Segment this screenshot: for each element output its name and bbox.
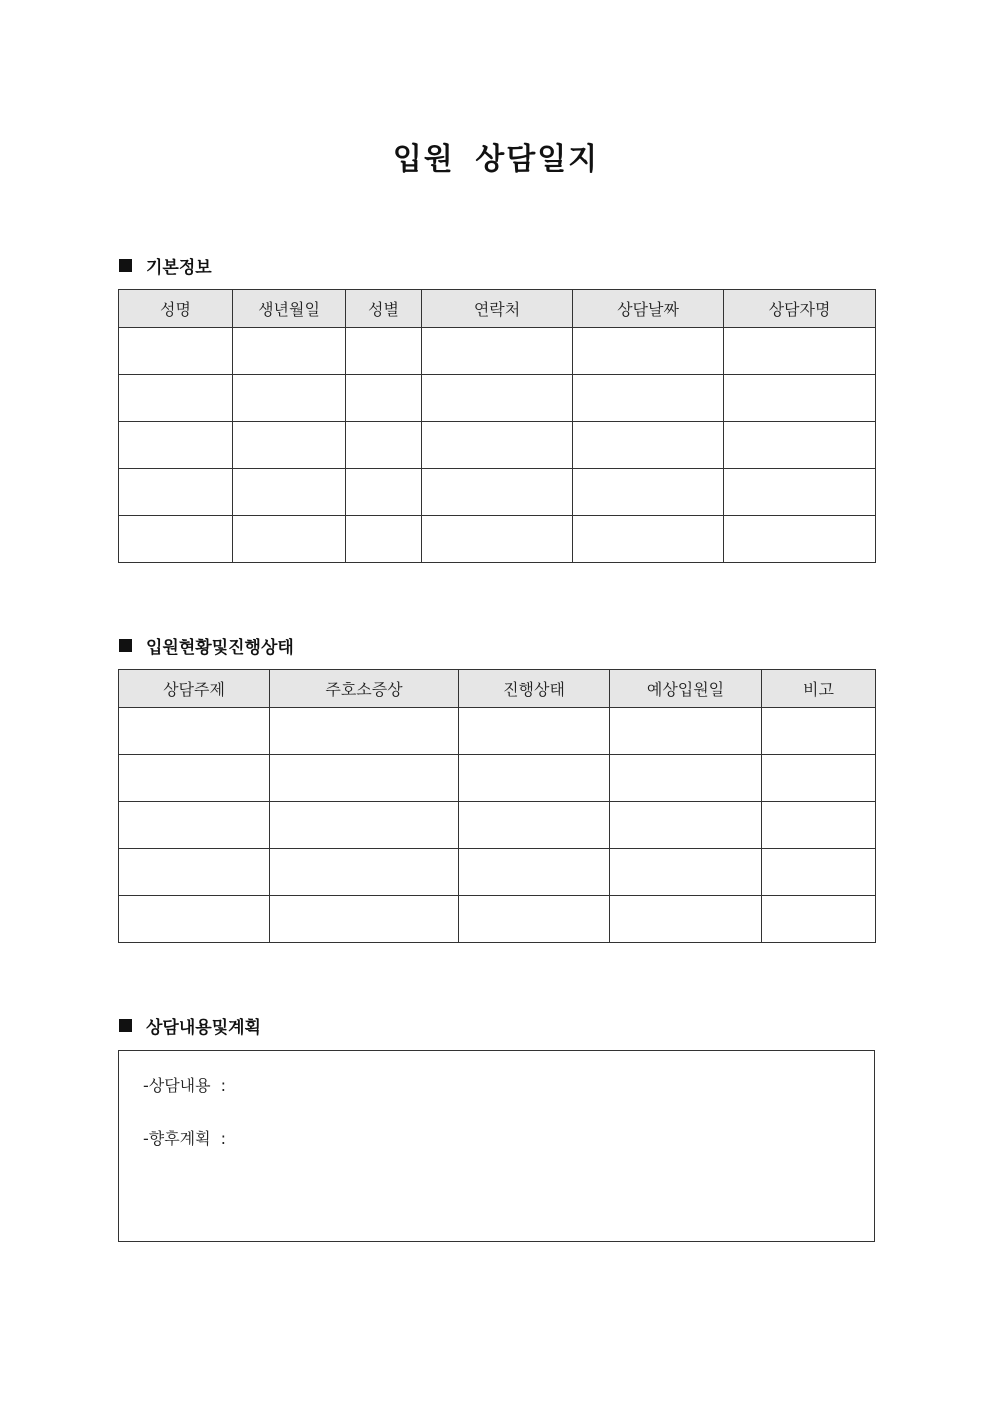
table-cell[interactable] — [724, 328, 876, 375]
table-row — [119, 516, 876, 563]
column-header-counselor-name: 상담자명 — [724, 290, 876, 328]
table-row — [119, 422, 876, 469]
square-bullet-icon — [119, 639, 132, 652]
table-cell[interactable] — [422, 328, 573, 375]
table-cell[interactable] — [459, 896, 610, 943]
table-cell[interactable] — [724, 422, 876, 469]
table-cell[interactable] — [233, 375, 346, 422]
table-cell[interactable] — [233, 422, 346, 469]
table-cell[interactable] — [270, 755, 459, 802]
table-cell[interactable] — [762, 849, 876, 896]
table-cell[interactable] — [346, 375, 422, 422]
table-row — [119, 802, 876, 849]
column-header-chief-complaint: 주호소증상 — [270, 670, 459, 708]
table-cell[interactable] — [724, 469, 876, 516]
table-row — [119, 469, 876, 516]
section-title: 기본정보 — [146, 257, 212, 278]
table-cell[interactable] — [459, 755, 610, 802]
table-cell[interactable] — [459, 802, 610, 849]
table-header-row — [119, 670, 876, 708]
table-cell[interactable] — [422, 516, 573, 563]
table-cell[interactable] — [119, 849, 270, 896]
table-cell[interactable] — [762, 896, 876, 943]
column-header-gender: 성별 — [346, 290, 422, 328]
section-title: 상담내용및계획 — [146, 1017, 261, 1038]
admission-status-table — [118, 669, 876, 943]
table-cell[interactable] — [573, 375, 724, 422]
table-cell[interactable] — [119, 802, 270, 849]
table-cell[interactable] — [119, 516, 233, 563]
table-cell[interactable] — [346, 469, 422, 516]
table-cell[interactable] — [119, 708, 270, 755]
column-header-counsel-date: 상담날짜 — [573, 290, 724, 328]
table-header-row — [119, 290, 876, 328]
column-header-name: 성명 — [119, 290, 233, 328]
table-cell[interactable] — [724, 375, 876, 422]
table-cell[interactable] — [610, 849, 762, 896]
counsel-notes-box[interactable] — [118, 1050, 875, 1242]
table-cell[interactable] — [119, 469, 233, 516]
table-cell[interactable] — [119, 328, 233, 375]
column-header-birthdate: 생년월일 — [233, 290, 346, 328]
table-cell[interactable] — [422, 422, 573, 469]
future-plan-label: -향후계획 — [143, 1129, 211, 1148]
table-cell[interactable] — [459, 849, 610, 896]
table-cell[interactable] — [762, 802, 876, 849]
table-cell[interactable] — [233, 469, 346, 516]
separator-colon: : — [220, 1076, 226, 1095]
table-cell[interactable] — [233, 328, 346, 375]
column-header-contact: 연락처 — [422, 290, 573, 328]
counsel-content-label: -상담내용 — [143, 1076, 211, 1095]
table-row — [119, 896, 876, 943]
column-header-remarks: 비고 — [762, 670, 876, 708]
table-cell[interactable] — [573, 422, 724, 469]
column-header-progress: 진행상태 — [459, 670, 610, 708]
table-row — [119, 375, 876, 422]
counsel-content-line — [143, 1073, 226, 1096]
table-cell[interactable] — [119, 896, 270, 943]
table-cell[interactable] — [270, 896, 459, 943]
table-cell[interactable] — [233, 516, 346, 563]
table-cell[interactable] — [573, 516, 724, 563]
square-bullet-icon — [119, 1019, 132, 1032]
table-cell[interactable] — [573, 328, 724, 375]
future-plan-line — [143, 1126, 226, 1149]
separator-colon: : — [220, 1129, 226, 1148]
basic-info-table — [118, 289, 876, 563]
table-row — [119, 328, 876, 375]
table-row — [119, 755, 876, 802]
section-heading-admission-status — [119, 633, 294, 657]
section-heading-counsel-plan — [119, 1013, 261, 1037]
table-cell[interactable] — [459, 708, 610, 755]
section-heading-basic-info — [119, 253, 212, 277]
table-cell[interactable] — [422, 375, 573, 422]
table-cell[interactable] — [346, 422, 422, 469]
table-cell[interactable] — [762, 708, 876, 755]
table-cell[interactable] — [610, 896, 762, 943]
table-cell[interactable] — [270, 849, 459, 896]
page-title: 입원 상담일지 — [392, 142, 600, 177]
table-cell[interactable] — [610, 802, 762, 849]
column-header-topic: 상담주제 — [119, 670, 270, 708]
square-bullet-icon — [119, 259, 132, 272]
table-cell[interactable] — [346, 516, 422, 563]
table-cell[interactable] — [346, 328, 422, 375]
column-header-expected-admission: 예상입원일 — [610, 670, 762, 708]
section-title: 입원현황및진행상태 — [146, 637, 294, 658]
table-cell[interactable] — [119, 755, 270, 802]
table-cell[interactable] — [422, 469, 573, 516]
table-cell[interactable] — [724, 516, 876, 563]
table-row — [119, 849, 876, 896]
table-cell[interactable] — [270, 708, 459, 755]
table-cell[interactable] — [573, 469, 724, 516]
table-cell[interactable] — [762, 755, 876, 802]
table-cell[interactable] — [270, 802, 459, 849]
table-cell[interactable] — [610, 755, 762, 802]
table-cell[interactable] — [119, 422, 233, 469]
table-cell[interactable] — [610, 708, 762, 755]
table-row — [119, 708, 876, 755]
table-cell[interactable] — [119, 375, 233, 422]
